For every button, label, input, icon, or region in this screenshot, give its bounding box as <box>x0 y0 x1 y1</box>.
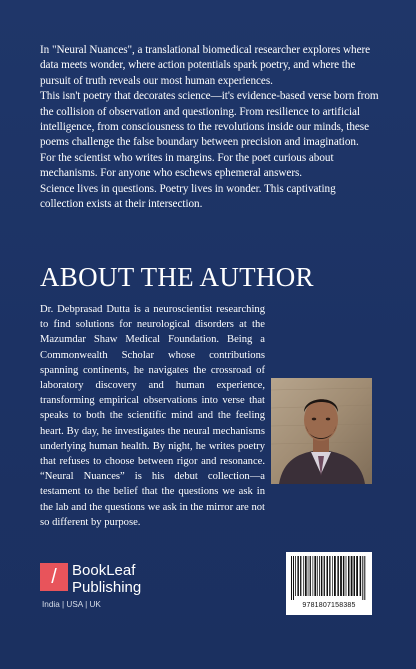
blurb-paragraph: This isn't poetry that decorates science—it's evidence-based verse born from the collision of observation and questioning. From resilience to artificial intelligence, from consciousness to the revolutions inside our minds, these poems challenge the false boundary between precision and imagination. <box>40 90 379 149</box>
author-bio: Dr. Debprasad Dutta is a neuroscientist researching to find solutions for neurological disorders at the Mazumdar Shaw Medical Foundation. Being a Commonwealth Scholar whose contributions spanning continents, he navigates the crossroad of laboratory discovery and human experience, transforming empirical observations into verse that speaks to both the scientific mind and the feeling heart. By day, he investigates the neural mechanisms underlying human health. By night, he writes poetry that refuses to choose between rigor and resonance. “Neural Nuances” is his debut collection—a testament to the belief that the questions we ask in the lab and the questions we ask in the mirror are not so different by purpose. <box>40 304 265 528</box>
blurb-paragraph: In "Neural Nuances", a translational biomedical researcher explores where data meets wonder, where action potentials spark poetry, and where the pursuit of truth reveals our most human experiences. <box>40 44 371 87</box>
publisher-name-line2: Publishing <box>72 579 142 596</box>
blurb-paragraph: Science lives in questions. Poetry lives in wonder. This captivating collection exists at their intersection. <box>40 182 336 211</box>
isbn-number: 9781807158385 <box>302 602 356 609</box>
isbn-barcode <box>286 552 372 615</box>
publisher-name: BookLeaf <box>72 562 136 579</box>
blurb-paragraph: For the scientist who writes in margins. For the poet curious about mechanisms. For anyone who eschews ephemeral answers. <box>40 151 334 180</box>
book-blurb <box>40 43 380 212</box>
about-author-heading: ABOUT THE AUTHOR <box>40 262 314 292</box>
barcode-bars <box>291 556 367 600</box>
publisher-mark-icon: / <box>40 563 68 591</box>
publisher-logo <box>40 563 180 613</box>
author-photo <box>271 378 372 484</box>
publisher-regions: India | USA | UK <box>42 600 101 609</box>
